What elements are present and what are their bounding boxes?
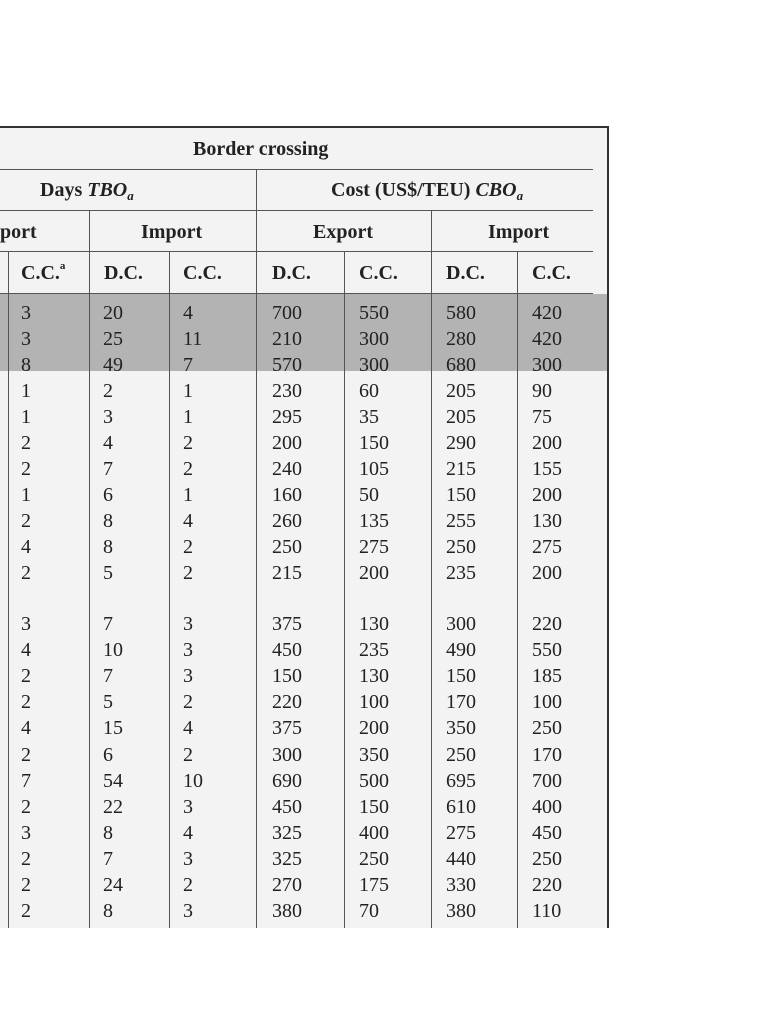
table-cell: 350 [446, 717, 476, 740]
table-cell: 5 [103, 562, 113, 584]
table-cell: 3 [183, 613, 193, 635]
table-cell: 4 [21, 717, 31, 740]
table-cell: 1 [21, 380, 31, 402]
table-cell: 4 [183, 510, 193, 532]
table-cell: 400 [359, 821, 389, 844]
table-cell: 2 [103, 380, 113, 402]
table-cell: 150 [359, 432, 389, 454]
table-cell: 8 [21, 354, 31, 376]
table-cell: 400 [532, 795, 562, 818]
table-cell: 150 [446, 665, 476, 688]
cost-header: Cost (US$/TEU) $CBO_a$ [331, 179, 524, 203]
table-cell: 1 [21, 406, 31, 428]
table-cell: 175 [359, 874, 389, 896]
table-cell: 680 [446, 354, 476, 376]
table-cell: 3 [183, 847, 193, 870]
table-cell: 270 [272, 874, 302, 896]
table-cell: 580 [446, 302, 476, 324]
table-cell: 300 [446, 613, 476, 635]
table-cell: 10 [103, 639, 123, 662]
table-cell: 24 [103, 874, 123, 896]
table-cell: 700 [532, 769, 562, 792]
table-cell: 325 [272, 821, 302, 844]
table-cell: 3 [21, 302, 31, 324]
table-cell: 7 [183, 354, 193, 376]
table-cell: 90 [532, 380, 552, 402]
table-cell: 4 [103, 432, 113, 454]
cost-export-dc-header: D.C. [272, 262, 311, 284]
table-cell: 200 [359, 717, 389, 740]
table-cell: 6 [103, 743, 113, 766]
table-cell: 550 [532, 639, 562, 662]
table-cell: 7 [103, 458, 113, 480]
table-cell: 54 [103, 769, 123, 792]
table-cell: 450 [272, 795, 302, 818]
table-cell: 250 [446, 743, 476, 766]
col-line-1 [8, 252, 9, 928]
table-cell: 6 [103, 484, 113, 506]
table-cell: 300 [359, 328, 389, 350]
table-cell: 450 [272, 639, 302, 662]
table-cell: 2 [183, 536, 193, 558]
table-cell: 330 [446, 874, 476, 896]
table-cell: 4 [183, 717, 193, 740]
table-cell: 25 [103, 328, 123, 350]
table-cell: 205 [446, 406, 476, 428]
table-cell: 250 [532, 847, 562, 870]
table-cell: 50 [359, 484, 379, 506]
table-cell: 2 [183, 458, 193, 480]
table-cell: 1 [183, 406, 193, 428]
days-export-cc-header: C.C.$^a$ [21, 260, 66, 284]
table-cell: 200 [532, 562, 562, 584]
cost-export-cc-header: C.C. [359, 262, 398, 284]
table-cell: 500 [359, 769, 389, 792]
table-cell: 250 [532, 717, 562, 740]
table-cell: 11 [183, 328, 203, 350]
table-cell: 150 [359, 795, 389, 818]
table-cell: 550 [359, 302, 389, 324]
table-cell: 3 [103, 406, 113, 428]
table-cell: 2 [183, 432, 193, 454]
table-cell: 155 [532, 458, 562, 480]
table-cell: 8 [103, 900, 113, 923]
table-cell: 250 [446, 536, 476, 558]
table-cell: 255 [446, 510, 476, 532]
table-cell: 695 [446, 769, 476, 792]
table-cell: 170 [532, 743, 562, 766]
table-cell: 3 [21, 821, 31, 844]
table-cell: 300 [272, 743, 302, 766]
table-cell: 4 [21, 536, 31, 558]
table-cell: 420 [532, 302, 562, 324]
table-cell: 215 [446, 458, 476, 480]
table-cell: 160 [272, 484, 302, 506]
table-cell: 380 [446, 900, 476, 923]
table-cell: 2 [21, 510, 31, 532]
table-cell: 220 [272, 691, 302, 714]
table-cell: 210 [272, 328, 302, 350]
header-divider-1 [0, 169, 593, 170]
table-cell: 250 [272, 536, 302, 558]
table-cell: 570 [272, 354, 302, 376]
table-cell: 15 [103, 717, 123, 740]
table-cell: 420 [532, 328, 562, 350]
table-cell: 20 [103, 302, 123, 324]
table-cell: 2 [21, 562, 31, 584]
table-cell: 200 [272, 432, 302, 454]
table-cell: 4 [21, 639, 31, 662]
col-line-6 [431, 211, 432, 928]
table-cell: 2 [183, 562, 193, 584]
col-line-4 [256, 169, 257, 928]
table-cell: 440 [446, 847, 476, 870]
border-crossing-header: Border crossing [193, 138, 329, 160]
table-cell: 300 [532, 354, 562, 376]
table-cell: 22 [103, 795, 123, 818]
days-import-header: Import [141, 221, 203, 243]
days-import-dc-header: D.C. [104, 262, 143, 284]
days-import-cc-header: C.C. [183, 262, 222, 284]
cost-import-header: Import [488, 221, 550, 243]
table-cell: 235 [359, 639, 389, 662]
table-cell: 1 [183, 380, 193, 402]
days-header: Days $TBO_a$ [40, 179, 134, 203]
table-cell: 375 [272, 613, 302, 635]
table-cell: 8 [103, 510, 113, 532]
table-cell: 3 [183, 639, 193, 662]
table-cell: 375 [272, 717, 302, 740]
table-cell: 7 [103, 847, 113, 870]
table-cell: 3 [183, 900, 193, 923]
table-cell: 2 [183, 691, 193, 714]
table-cell: 205 [446, 380, 476, 402]
col-line-5 [344, 252, 345, 928]
table-cell: 10 [183, 769, 203, 792]
table-cell: 2 [21, 874, 31, 896]
table-cell: 3 [21, 328, 31, 350]
table-cell: 100 [359, 691, 389, 714]
table-cell: 70 [359, 900, 379, 923]
table-cell: 130 [359, 665, 389, 688]
table-cell: 2 [21, 665, 31, 688]
table-cell: 290 [446, 432, 476, 454]
table-cell: 610 [446, 795, 476, 818]
table-cell: 2 [21, 743, 31, 766]
table-cell: 1 [183, 484, 193, 506]
table-cell: 2 [21, 795, 31, 818]
col-line-2 [89, 211, 90, 928]
table-cell: 3 [183, 795, 193, 818]
table-cell: 200 [359, 562, 389, 584]
table-cell: 260 [272, 510, 302, 532]
export-header-partial: port [0, 221, 37, 243]
table-cell: 75 [532, 406, 552, 428]
table-cell: 7 [21, 769, 31, 792]
table-cell: 690 [272, 769, 302, 792]
table-cell: 275 [359, 536, 389, 558]
col-line-3 [169, 252, 170, 928]
table-cell: 350 [359, 743, 389, 766]
table-cell: 275 [446, 821, 476, 844]
table-cell: 450 [532, 821, 562, 844]
table-cell: 325 [272, 847, 302, 870]
table-cell: 7 [103, 613, 113, 635]
table-cell: 100 [532, 691, 562, 714]
table-cell: 700 [272, 302, 302, 324]
table-cell: 250 [359, 847, 389, 870]
table-cell: 60 [359, 380, 379, 402]
table-cell: 110 [532, 900, 562, 923]
table-cell: 295 [272, 406, 302, 428]
table-cell: 3 [183, 665, 193, 688]
table-cell: 5 [103, 691, 113, 714]
table-cell: 2 [183, 743, 193, 766]
table-cell: 8 [103, 536, 113, 558]
table-cell: 2 [21, 847, 31, 870]
table-cell: 2 [21, 432, 31, 454]
table-cell: 240 [272, 458, 302, 480]
table-cell: 150 [272, 665, 302, 688]
table-cell: 3 [21, 613, 31, 635]
table-cell: 200 [532, 484, 562, 506]
table-cell: 35 [359, 406, 379, 428]
cost-import-dc-header: D.C. [446, 262, 485, 284]
table-cell: 49 [103, 354, 123, 376]
col-line-7 [517, 252, 518, 928]
table-cell: 490 [446, 639, 476, 662]
table-cell: 220 [532, 613, 562, 635]
table-cell: 1 [21, 484, 31, 506]
table-cell: 150 [446, 484, 476, 506]
table-cell: 105 [359, 458, 389, 480]
table-cell: 130 [532, 510, 562, 532]
table-cell: 135 [359, 510, 389, 532]
table-cell: 235 [446, 562, 476, 584]
table-cell: 300 [359, 354, 389, 376]
table-cell: 280 [446, 328, 476, 350]
table-cell: 130 [359, 613, 389, 635]
cost-export-header: Export [313, 221, 373, 243]
table-cell: 8 [103, 821, 113, 844]
cost-import-cc-header: C.C. [532, 262, 571, 284]
table-cell: 2 [21, 458, 31, 480]
table-cell: 4 [183, 302, 193, 324]
border-crossing-table [0, 126, 609, 928]
table-cell: 275 [532, 536, 562, 558]
table-cell: 200 [532, 432, 562, 454]
table-cell: 230 [272, 380, 302, 402]
table-cell: 215 [272, 562, 302, 584]
table-cell: 2 [21, 900, 31, 923]
table-cell: 2 [21, 691, 31, 714]
table-cell: 7 [103, 665, 113, 688]
table-cell: 4 [183, 821, 193, 844]
highlight-band [0, 294, 607, 371]
table-cell: 185 [532, 665, 562, 688]
table-cell: 220 [532, 874, 562, 896]
table-cell: 380 [272, 900, 302, 923]
table-cell: 2 [183, 874, 193, 896]
table-cell: 170 [446, 691, 476, 714]
